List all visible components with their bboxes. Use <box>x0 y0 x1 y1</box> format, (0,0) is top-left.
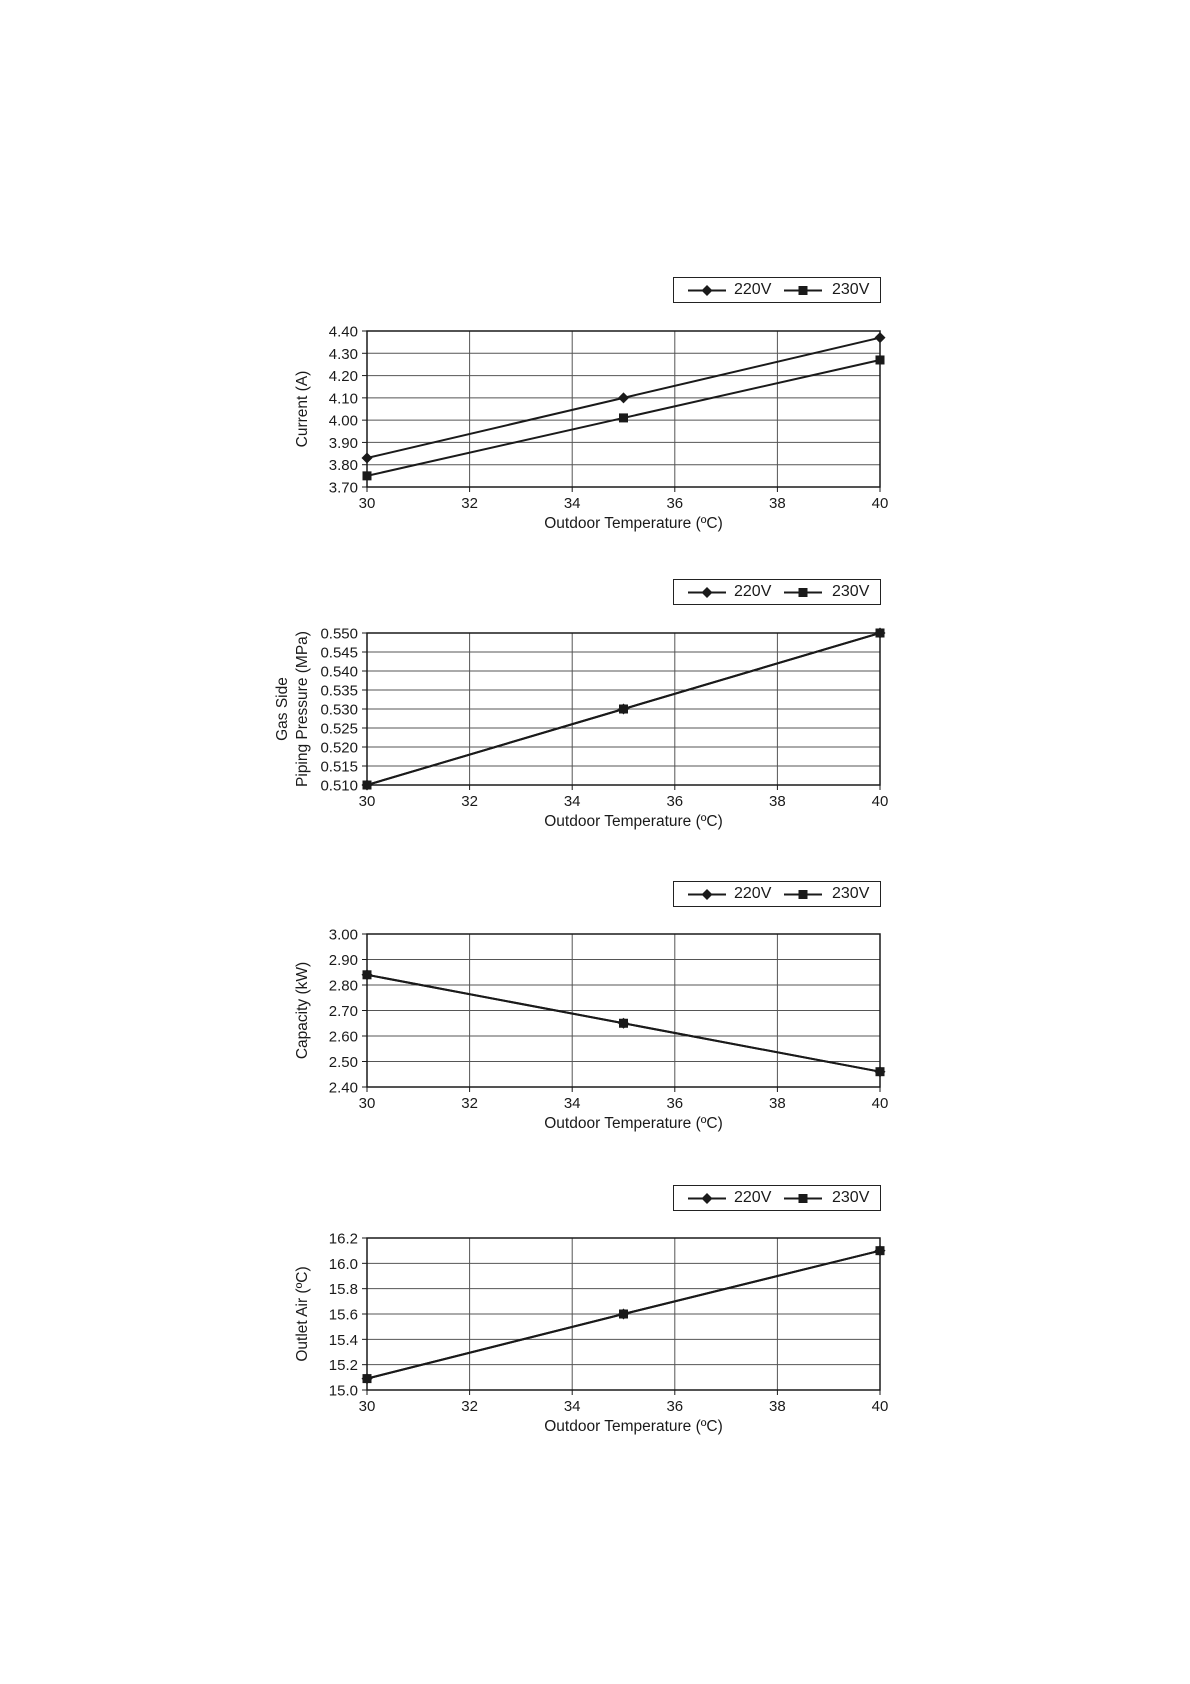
x-tick-label: 38 <box>769 1398 786 1415</box>
y-tick-label: 2.50 <box>328 1054 358 1071</box>
x-tick-label: 34 <box>563 1398 581 1415</box>
data-point-220v <box>362 453 373 464</box>
y-tick-label: 2.70 <box>328 1003 358 1020</box>
x-axis-title: Outdoor Temperature (ºC) <box>544 1418 723 1435</box>
y-tick-label: 3.90 <box>328 434 358 452</box>
data-point-220v <box>618 392 629 403</box>
x-axis-title: Outdoor Temperature (ºC) <box>544 515 723 532</box>
y-axis-title: Current (A) <box>294 370 311 448</box>
y-tick-label: 16.2 <box>328 1230 358 1248</box>
y-axis-title: Piping Pressure (MPa) <box>294 631 311 787</box>
data-point-230v <box>363 471 372 480</box>
x-tick-label: 38 <box>769 793 786 810</box>
x-tick-label: 36 <box>666 1398 684 1415</box>
x-tick-label: 32 <box>461 1095 478 1112</box>
x-tick-label: 34 <box>563 495 581 512</box>
chart-legend <box>673 277 881 303</box>
y-tick-label: 0.535 <box>320 682 358 700</box>
y-tick-label: 15.6 <box>328 1306 358 1324</box>
legend-label: 220V <box>734 1189 772 1206</box>
x-axis-title: Outdoor Temperature (ºC) <box>544 1115 723 1132</box>
x-tick-label: 32 <box>461 495 478 512</box>
y-tick-label: 0.515 <box>320 758 358 776</box>
chart-legend <box>673 579 881 605</box>
square-icon <box>799 1194 808 1203</box>
x-tick-label: 36 <box>666 495 684 512</box>
y-tick-label: 0.530 <box>320 701 358 719</box>
y-tick-label: 4.20 <box>328 368 358 386</box>
x-tick-label: 38 <box>769 1095 786 1112</box>
diamond-icon <box>702 285 713 296</box>
y-tick-label: 0.520 <box>320 739 358 757</box>
y-tick-label: 0.550 <box>320 625 358 643</box>
x-tick-label: 30 <box>358 793 376 810</box>
legend-label: 220V <box>734 281 772 298</box>
y-tick-label: 16.0 <box>328 1255 358 1273</box>
x-tick-label: 32 <box>461 1398 478 1415</box>
y-tick-label: 4.00 <box>328 412 358 430</box>
y-tick-label: 15.0 <box>328 1382 358 1400</box>
legend-label: 220V <box>734 885 772 902</box>
chart-plot <box>0 1218 1190 1440</box>
data-point-230v <box>363 1374 372 1383</box>
chart-plot <box>0 311 1190 537</box>
x-tick-label: 40 <box>871 793 889 810</box>
legend-label: 230V <box>832 885 870 902</box>
y-tick-label: 0.540 <box>320 663 358 681</box>
x-tick-label: 40 <box>871 1095 889 1112</box>
data-point-230v <box>876 1246 885 1255</box>
x-tick-label: 30 <box>358 1398 376 1415</box>
square-icon <box>799 588 808 597</box>
data-point-230v <box>363 781 372 790</box>
data-point-230v <box>619 413 628 422</box>
y-tick-label: 0.510 <box>320 777 358 795</box>
y-tick-label: 2.90 <box>328 952 358 969</box>
legend-label: 220V <box>734 583 772 600</box>
y-tick-label: 4.10 <box>328 390 358 408</box>
data-point-230v <box>619 1310 628 1319</box>
chart-legend <box>673 881 881 907</box>
y-tick-label: 15.2 <box>328 1357 358 1375</box>
data-point-230v <box>619 705 628 714</box>
diamond-icon <box>702 889 713 900</box>
x-tick-label: 34 <box>563 1095 581 1112</box>
chart-plot <box>0 613 1190 835</box>
y-tick-label: 2.80 <box>328 977 358 995</box>
data-point-230v <box>363 970 372 979</box>
y-tick-label: 3.80 <box>328 457 358 475</box>
y-tick-label: 15.4 <box>328 1331 358 1349</box>
y-tick-label: 3.70 <box>328 479 358 497</box>
x-tick-label: 36 <box>666 793 684 810</box>
x-axis-title: Outdoor Temperature (ºC) <box>544 813 723 830</box>
x-tick-label: 40 <box>871 495 889 512</box>
data-point-220v <box>875 332 886 343</box>
y-tick-label: 0.545 <box>320 644 358 662</box>
data-point-230v <box>619 1019 628 1028</box>
y-tick-label: 2.40 <box>328 1079 358 1097</box>
y-tick-label: 4.30 <box>328 345 358 363</box>
y-tick-label: 4.40 <box>328 323 358 341</box>
data-point-230v <box>876 629 885 638</box>
x-tick-label: 34 <box>563 793 581 810</box>
diamond-icon <box>702 587 713 598</box>
x-tick-label: 40 <box>871 1398 889 1415</box>
legend-label: 230V <box>832 281 870 298</box>
diamond-icon <box>702 1193 713 1204</box>
y-tick-label: 2.60 <box>328 1028 358 1046</box>
y-axis-title: Capacity (kW) <box>294 961 311 1060</box>
data-point-230v <box>876 355 885 364</box>
legend-label: 230V <box>832 1189 870 1206</box>
x-tick-label: 32 <box>461 793 478 810</box>
y-tick-label: 3.00 <box>328 926 358 944</box>
y-tick-label: 15.8 <box>328 1281 358 1299</box>
y-axis-title: Outlet Air (ºC) <box>294 1266 311 1362</box>
x-tick-label: 30 <box>358 1095 376 1112</box>
square-icon <box>799 286 808 295</box>
x-tick-label: 36 <box>666 1095 684 1112</box>
data-point-230v <box>876 1067 885 1076</box>
x-tick-label: 30 <box>358 495 376 512</box>
legend-label: 230V <box>832 583 870 600</box>
chart-plot <box>0 914 1190 1137</box>
square-icon <box>799 890 808 899</box>
y-tick-label: 0.525 <box>320 720 358 738</box>
chart-legend <box>673 1185 881 1211</box>
y-axis-title: Gas Side <box>274 677 291 741</box>
x-tick-label: 38 <box>769 495 786 512</box>
plot-frame <box>367 331 880 487</box>
